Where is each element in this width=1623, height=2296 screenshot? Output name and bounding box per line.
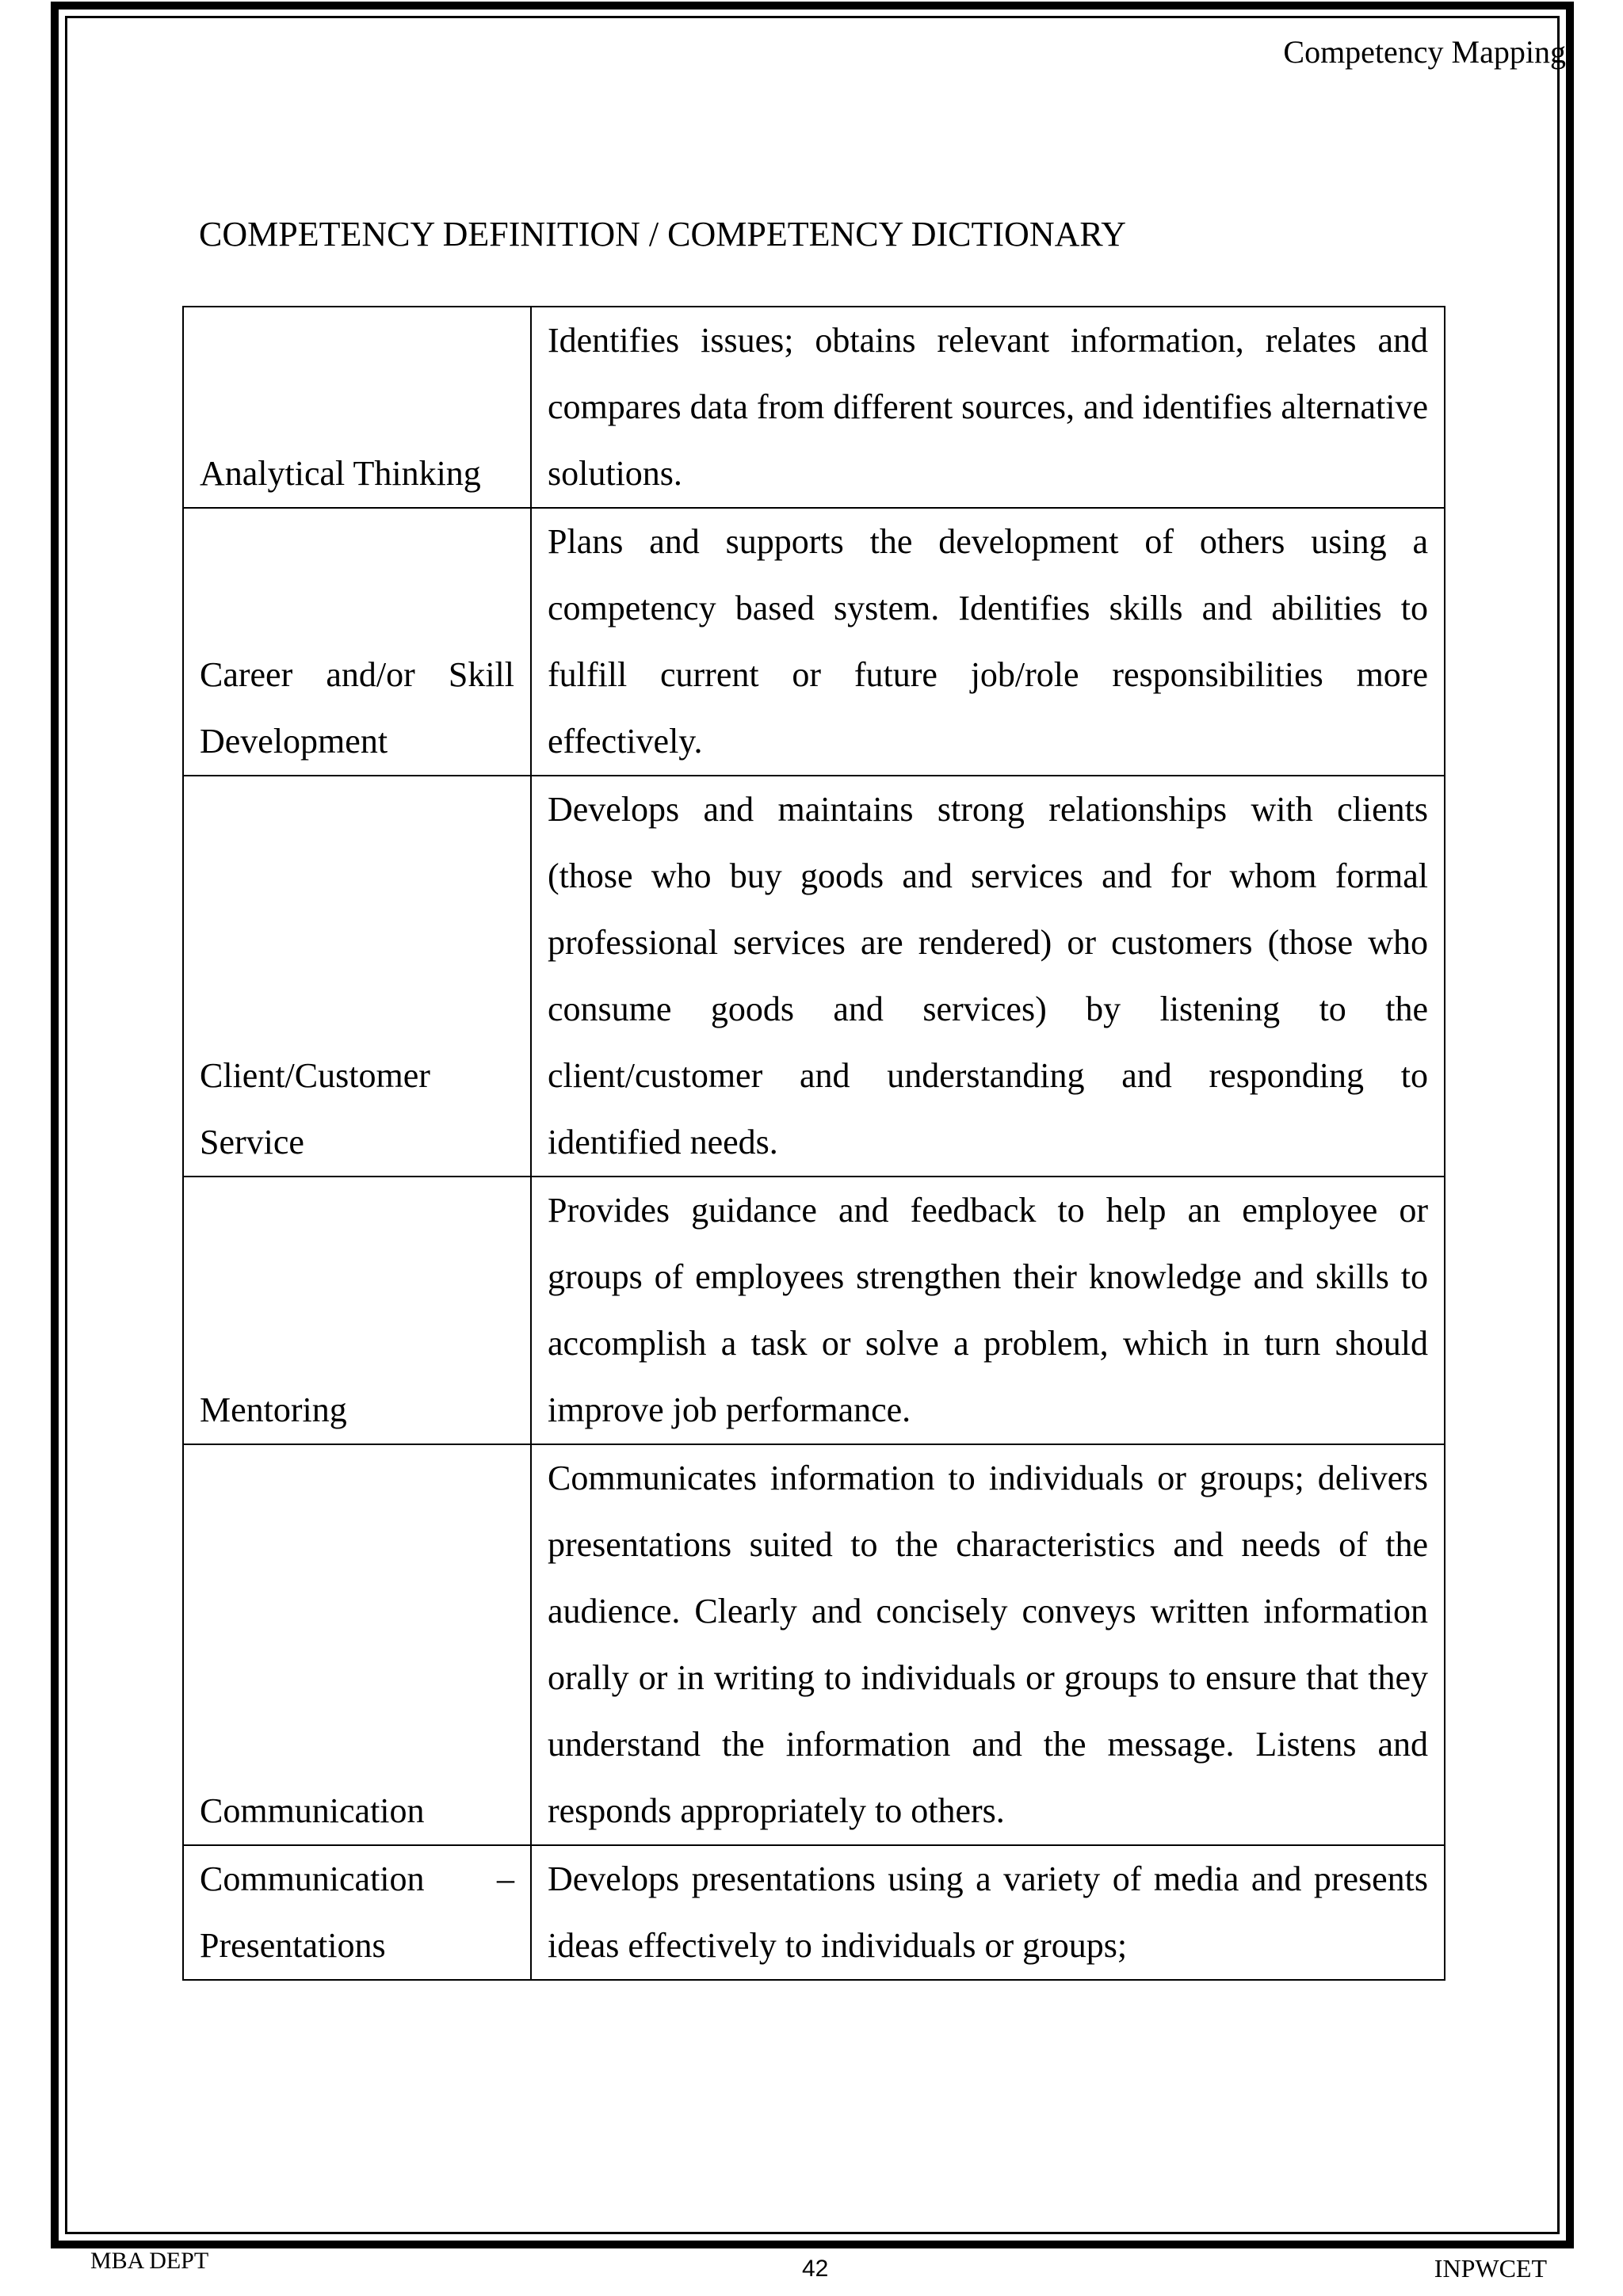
competency-term: Career and/or Skill Development bbox=[183, 508, 531, 776]
running-header: Competency Mapping bbox=[1283, 34, 1566, 70]
competency-definition: Communicates information to individuals or groups; delivers presentations suited to the characteristics and needs of the audience. Clearly and concisely conveys written information orally or in writing to individuals or groups to ensure that they understand the information and the message. Listens and responds appropriately to others. bbox=[531, 1444, 1445, 1845]
competency-term: Communication – Presentations bbox=[183, 1845, 531, 1980]
competency-term: Communication bbox=[183, 1444, 531, 1845]
competency-dictionary-table bbox=[182, 306, 1445, 1981]
competency-definition: Develops and maintains strong relationships with clients (those who buy goods and services and for whom formal professional services are rendered) or customers (those who consume goods and services) by listening to the client/customer and understanding and responding to identified needs. bbox=[531, 776, 1445, 1177]
competency-definition: Plans and supports the development of others using a competency based system. Identifies skills and abilities to fulfill current or future job/role responsibilities more effectively. bbox=[531, 508, 1445, 776]
competency-term: Analytical Thinking bbox=[183, 307, 531, 508]
footer-institution: INPWCET bbox=[1434, 2254, 1547, 2283]
competency-term: Client/Customer Service bbox=[183, 776, 531, 1177]
table-row bbox=[183, 1845, 1445, 1980]
page-number: 42 bbox=[802, 2256, 829, 2282]
competency-definition: Provides guidance and feedback to help an employee or groups of employees strengthen their knowledge and skills to accomplish a task or solve a problem, which in turn should improve job performance. bbox=[531, 1177, 1445, 1444]
table-row bbox=[183, 508, 1445, 776]
table-row bbox=[183, 1177, 1445, 1444]
table-row bbox=[183, 307, 1445, 508]
competency-term: Mentoring bbox=[183, 1177, 531, 1444]
table-row bbox=[183, 776, 1445, 1177]
footer-department: MBA DEPT bbox=[90, 2248, 209, 2274]
competency-definition: Develops presentations using a variety of media and presents ideas effectively to individuals or groups; bbox=[531, 1845, 1445, 1980]
section-title: COMPETENCY DEFINITION / COMPETENCY DICTIONARY bbox=[199, 215, 1127, 254]
table-row bbox=[183, 1444, 1445, 1845]
competency-definition: Identifies issues; obtains relevant information, relates and compares data from different sources, and identifies alternative solutions. bbox=[531, 307, 1445, 508]
